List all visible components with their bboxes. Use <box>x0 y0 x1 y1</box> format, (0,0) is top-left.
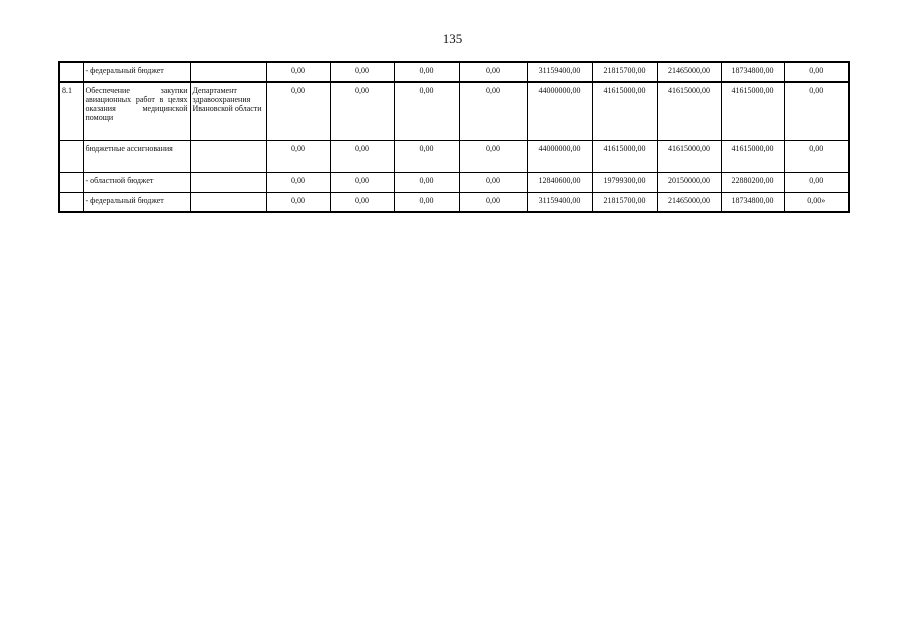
row-name-cell: - областной бюджет <box>83 172 190 192</box>
row-value-cell: 0,00 <box>459 82 527 140</box>
row-value-cell: 22880200,00 <box>721 172 784 192</box>
table-row <box>59 192 849 212</box>
page-number: 135 <box>442 31 463 46</box>
row-value-cell: 44000000,00 <box>527 140 592 172</box>
row-value-cell: 0,00 <box>784 140 849 172</box>
row-value-cell: 19799300,00 <box>592 172 657 192</box>
table-row <box>59 62 849 82</box>
row-executor-cell <box>190 172 266 192</box>
row-value-cell: 41615000,00 <box>592 82 657 140</box>
row-code-cell <box>59 172 83 192</box>
row-value-cell: 0,00 <box>266 192 330 212</box>
row-value-cell: 41615000,00 <box>657 140 721 172</box>
row-executor-cell <box>190 140 266 172</box>
row-value-cell: 31159400,00 <box>527 62 592 82</box>
table-body <box>59 62 849 212</box>
row-value-cell: 21465000,00 <box>657 192 721 212</box>
row-value-cell: 0,00 <box>330 140 394 172</box>
row-value-cell: 0,00 <box>330 82 394 140</box>
row-value-cell: 20150000,00 <box>657 172 721 192</box>
row-value-cell: 0,00 <box>459 192 527 212</box>
table-row <box>59 140 849 172</box>
row-value-cell: 0,00 <box>394 82 459 140</box>
row-value-cell: 0,00 <box>330 172 394 192</box>
row-value-cell: 0,00 <box>459 140 527 172</box>
row-value-cell: 0,00 <box>784 82 849 140</box>
row-value-cell: 0,00 <box>394 192 459 212</box>
row-value-cell: 0,00 <box>784 172 849 192</box>
row-value-cell: 21815700,00 <box>592 192 657 212</box>
row-code-cell: 8.1 <box>59 82 83 140</box>
row-name-cell: - федеральный бюджет <box>83 192 190 212</box>
row-value-cell: 0,00 <box>266 82 330 140</box>
row-name-cell: - федеральный бюджет <box>83 62 190 82</box>
table-row <box>59 82 849 140</box>
row-value-cell: 0,00 <box>459 62 527 82</box>
row-value-cell: 41615000,00 <box>721 82 784 140</box>
row-value-cell: 0,00 <box>394 140 459 172</box>
row-value-cell: 0,00 <box>266 140 330 172</box>
row-value-cell: 0,00 <box>330 62 394 82</box>
row-value-cell: 41615000,00 <box>657 82 721 140</box>
row-value-cell: 21815700,00 <box>592 62 657 82</box>
row-value-cell: 12840600,00 <box>527 172 592 192</box>
row-value-cell: 0,00 <box>330 192 394 212</box>
row-value-cell: 21465000,00 <box>657 62 721 82</box>
row-value-cell: 0,00 <box>394 172 459 192</box>
row-value-cell: 41615000,00 <box>721 140 784 172</box>
row-executor-cell <box>190 192 266 212</box>
row-code-cell <box>59 62 83 82</box>
row-value-cell: 0,00 <box>394 62 459 82</box>
row-value-cell: 0,00 <box>784 62 849 82</box>
row-value-cell: 0,00 <box>266 172 330 192</box>
row-name-cell: Обеспечение закупки авиационных работ в целях оказания медицинской помощи <box>83 82 190 140</box>
row-value-cell: 0,00 <box>266 62 330 82</box>
row-value-cell: 0,00» <box>784 192 849 212</box>
row-executor-cell <box>190 62 266 82</box>
row-value-cell: 18734800,00 <box>721 192 784 212</box>
row-executor-cell: Департамент здравоохранения Ивановской области <box>190 82 266 140</box>
row-code-cell <box>59 192 83 212</box>
row-value-cell: 0,00 <box>459 172 527 192</box>
budget-table <box>58 61 850 213</box>
row-value-cell: 18734800,00 <box>721 62 784 82</box>
row-name-cell: бюджетные ассигнования <box>83 140 190 172</box>
row-value-cell: 31159400,00 <box>527 192 592 212</box>
row-value-cell: 41615000,00 <box>592 140 657 172</box>
row-code-cell <box>59 140 83 172</box>
table-row <box>59 172 849 192</box>
row-value-cell: 44000000,00 <box>527 82 592 140</box>
